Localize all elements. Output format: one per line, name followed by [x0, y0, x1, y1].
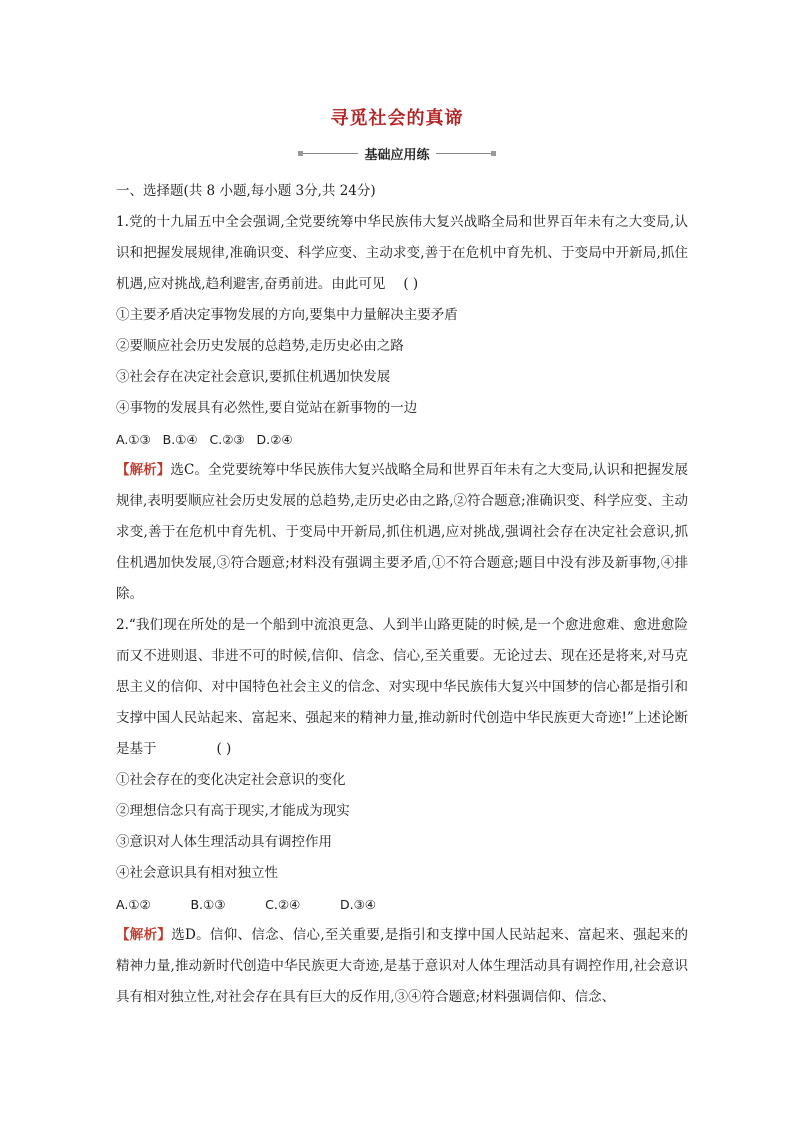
- section-banner: [0, 144, 794, 163]
- analysis-text: 选C。全党要统筹中华民族伟大复兴战略全局和世界百年未有之大变局,认识和把握发展规律,表明要顺应社会历史发展的总趋势,走历史必由之路,②符合题意;准确识变、科学应变、主动求变,善于在危机中育先机、于变局中开新局,抓住机遇,应对挑战,强调社会存在决定社会意识,抓住机遇加快发展,③符合题意;材料没有强调主要矛盾,①不符合题意;题目中没有涉及新事物,④排除。: [116, 462, 689, 602]
- statement-2: ②理想信念只有高于现实,才能成为现实: [116, 803, 350, 819]
- section-title: 基础应用练: [364, 148, 430, 163]
- statement-4: ④事物的发展具有必然性,要自觉站在新事物的一边: [116, 400, 418, 416]
- answer-options: A.①② B.①③ C.②④ D.③④: [116, 897, 377, 912]
- question-1-stem-text: 1.党的十九届五中全会强调,全党要统筹中华民族伟大复兴战略全局和世界百年未有之大变局,认识和把握发展规律,准确识变、科学应变、主动求变,善于在危机中育先机、于变局中开新局,抓住机遇,应对挑战,趋利避害,奋勇前进。由此可见: [116, 214, 688, 292]
- question-2-stem-text: 2.“我们现在所处的是一个船到中流浪更急、人到半山路更陡的时候,是一个愈进愈难、愈进愈险而又不进则退、非进不可的时候,信仰、信念、信心,至关重要。无论过去、现在还是将来,对马克思主义的信仰、对中国特色社会主义的信念、对实现中华民族伟大复兴中国梦的信心都是指引和支撑中国人民站起来、富起来、强起来的精神力量,推动新时代创造中华民族更大奇迹!”上述论断是基于: [116, 617, 688, 757]
- page-title: 寻觅社会的真谛: [330, 108, 464, 129]
- analysis-2: [116, 920, 688, 1013]
- banner-left-rule: [298, 151, 358, 156]
- statement-2: ②要顺应社会历史发展的总趋势,走历史必由之路: [116, 338, 404, 354]
- statement-1: ①主要矛盾决定事物发展的方向,要集中力量解决主要矛盾: [116, 307, 458, 323]
- answer-options: A.①③ B.①④ C.②③ D.②④: [116, 432, 293, 447]
- statement-3: ③意识对人体生理活动具有调控作用: [116, 834, 332, 850]
- analysis-tag: 【解析】: [116, 927, 172, 943]
- banner-right-rule: [436, 151, 496, 156]
- document-content: [116, 176, 688, 1013]
- question-1-stem: [116, 207, 688, 300]
- statement-4: ④社会意识具有相对独立性: [116, 865, 278, 881]
- statement-1: ①社会存在的变化决定社会意识的变化: [116, 772, 346, 788]
- analysis-1: [116, 455, 688, 610]
- analysis-tag: 【解析】: [116, 462, 171, 478]
- question-2-stem: [116, 610, 688, 765]
- analysis-text: 选D。信仰、信念、信心,至关重要,是指引和支撑中国人民站起来、富起来、强起来的精神力量,推动新时代创造中华民族更大奇迹,是基于意识对人体生理活动具有调控作用,社会意识具有相对独立性,对社会存在具有巨大的反作用,③④符合题意;材料强调信仰、信念、: [116, 927, 689, 1005]
- answer-blank: ( ): [403, 276, 419, 292]
- statement-3: ③社会存在决定社会意识,要抓住机遇加快发展: [116, 369, 391, 385]
- part-heading: 一、选择题(共 8 小题,每小题 3分,共 24分): [116, 183, 376, 199]
- answer-blank: ( ): [216, 741, 232, 757]
